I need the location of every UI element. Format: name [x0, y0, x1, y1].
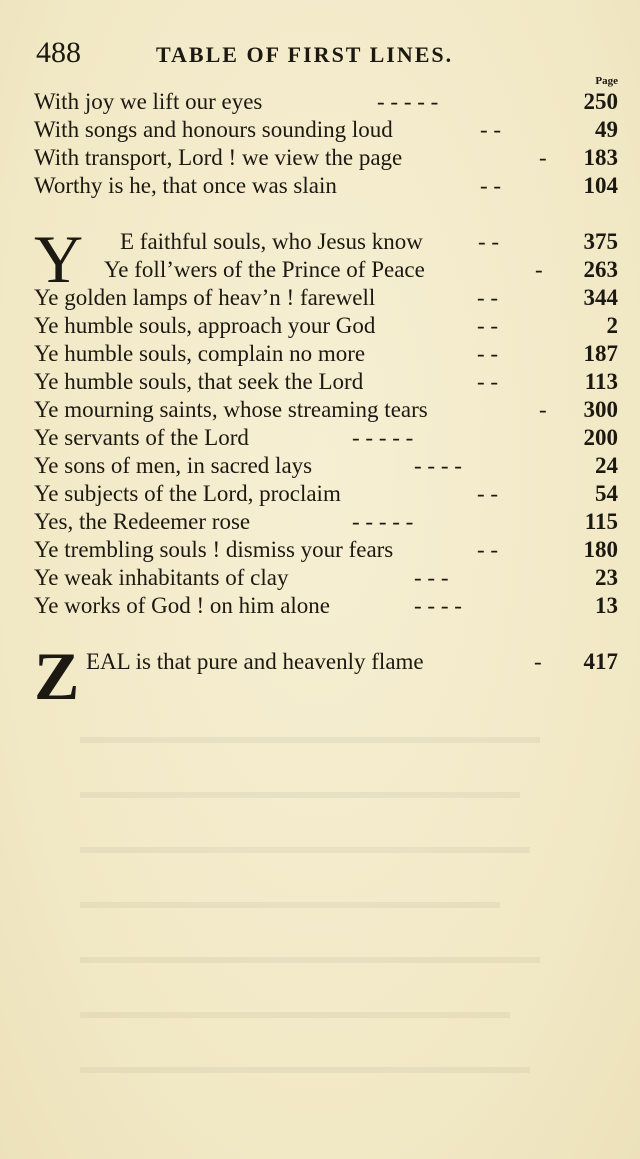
list-item	[34, 88, 618, 116]
first-line: Ye trembling souls ! dismiss your fears	[34, 537, 394, 562]
drop-cap-y: Y	[34, 221, 84, 297]
list-item	[34, 480, 618, 508]
list-item	[34, 116, 618, 144]
page-column-label: Page	[595, 75, 618, 87]
first-line: Yes, the Redeemer rose	[34, 509, 251, 534]
first-line: With songs and honours sounding loud	[34, 117, 393, 142]
page-ref: 183	[583, 145, 618, 170]
leader-dashes: - -	[478, 229, 500, 254]
page-ref: 49	[595, 117, 618, 142]
leader-dashes: - -	[477, 369, 499, 394]
leader-dashes: - -	[480, 117, 502, 142]
first-line: Ye humble souls, approach your God	[34, 313, 376, 338]
page-ref: 263	[583, 257, 618, 282]
first-line: EAL is that pure and heavenly flame	[86, 649, 424, 674]
first-line: Ye works of God ! on him alone	[34, 593, 331, 618]
page-ref: 13	[595, 593, 618, 618]
page-number: 488	[36, 36, 81, 69]
page-ref: 344	[583, 285, 618, 310]
list-item	[34, 564, 618, 592]
list-item	[34, 452, 618, 480]
list-item	[34, 424, 618, 452]
list-item	[34, 172, 618, 200]
page-ref: 187	[583, 341, 618, 366]
page-ref: 250	[583, 89, 618, 114]
page-ref: 24	[595, 453, 618, 478]
leader-dashes: - - -	[414, 565, 449, 590]
page-ref: 113	[584, 369, 618, 394]
first-line: Ye humble souls, that seek the Lord	[34, 369, 364, 394]
first-line: Ye weak inhabitants of clay	[34, 565, 289, 590]
first-line: Ye foll’wers of the Prince of Peace	[104, 257, 425, 282]
first-line: Ye humble souls, complain no more	[34, 341, 366, 366]
list-item	[34, 340, 618, 368]
first-line: Ye mourning saints, whose streaming tears	[34, 397, 428, 422]
page-ref: 180	[583, 537, 618, 562]
drop-cap-z: Z	[34, 638, 80, 714]
list-item	[34, 368, 618, 396]
first-line: Ye golden lamps of heav’n ! farewell	[34, 285, 376, 310]
list-item	[34, 312, 618, 340]
list-item	[34, 536, 618, 564]
leader-dashes: - -	[480, 173, 502, 198]
page-ref: 375	[583, 229, 618, 254]
leader-dashes: - - - -	[414, 593, 462, 618]
leader-dashes: -	[539, 397, 547, 422]
first-line: Worthy is he, that once was slain	[34, 173, 337, 198]
first-line: Ye subjects of the Lord, proclaim	[34, 481, 341, 506]
first-line: Ye servants of the Lord	[34, 425, 249, 450]
running-title: TABLE OF FIRST LINES.	[156, 42, 454, 67]
leader-dashes: -	[535, 257, 543, 282]
leader-dashes: - -	[477, 313, 499, 338]
leader-dashes: - -	[477, 285, 499, 310]
leader-dashes: - - - -	[414, 453, 462, 478]
list-item	[34, 144, 618, 172]
list-item	[34, 592, 618, 620]
list-item	[34, 284, 618, 312]
page-ref: 417	[583, 649, 618, 674]
page-ref: 23	[595, 565, 618, 590]
first-line: E faithful souls, who Jesus know	[120, 229, 423, 254]
first-line: With transport, Lord ! we view the page	[34, 145, 403, 170]
page-ref: 200	[583, 425, 618, 450]
leader-dashes: - - - - -	[377, 89, 439, 114]
leader-dashes: - -	[477, 341, 499, 366]
show-through-texture	[60, 700, 580, 1100]
first-line: Ye sons of men, in sacred lays	[34, 453, 313, 478]
leader-dashes: - - - - -	[352, 425, 414, 450]
list-item	[104, 256, 618, 284]
leader-dashes: - -	[477, 537, 499, 562]
page-header	[36, 36, 620, 70]
list-item	[34, 396, 618, 424]
list-item	[120, 228, 618, 256]
page-ref: 300	[583, 397, 618, 422]
leader-dashes: - -	[477, 481, 499, 506]
leader-dashes: -	[539, 145, 547, 170]
page-ref: 104	[583, 173, 618, 198]
page-ref: 2	[606, 313, 618, 338]
list-item	[86, 648, 618, 676]
leader-dashes: - - - - -	[352, 509, 414, 534]
page-ref: 54	[595, 481, 618, 506]
list-item	[34, 508, 618, 536]
page-ref: 115	[584, 509, 618, 534]
first-line: With joy we lift our eyes	[34, 89, 263, 114]
leader-dashes: -	[534, 649, 542, 674]
